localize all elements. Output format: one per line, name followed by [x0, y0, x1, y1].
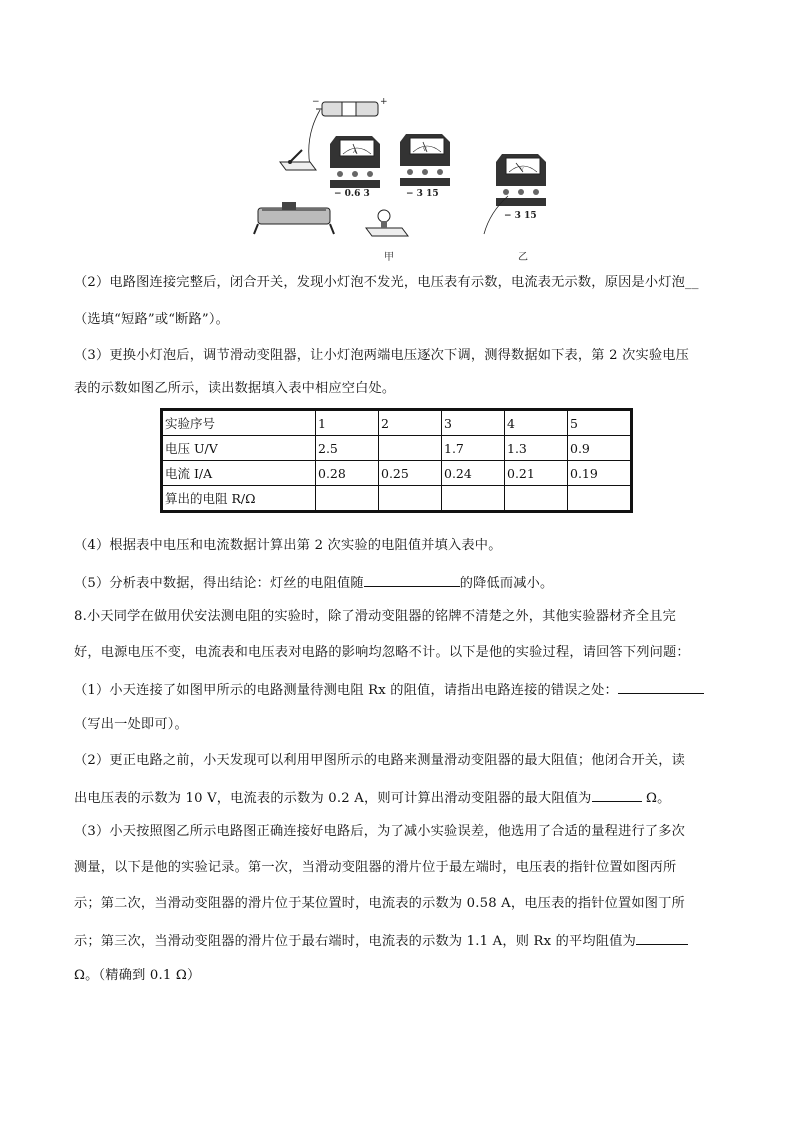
q8-part3-line2: 测量，以下是他的实验记录。第一次，当滑动变阻器的滑片位于最左端时，电压表的指针位置如图丙所	[74, 860, 677, 875]
data-table	[160, 408, 633, 513]
q8-part3-line5: Ω。（精确到 0.1 Ω）	[74, 968, 201, 983]
svg-text:V: V	[423, 147, 427, 153]
table-row: 电压 U/V 2.5 1.7 1.3 0.9	[162, 436, 632, 461]
q8-part2-line1: （2）更正电路之前，小天发现可以利用甲图所示的电路来测量滑动变阻器的最大阻值；他闭合开关，读	[74, 753, 686, 768]
figure-label-yi: 乙	[518, 252, 528, 263]
ammeter-icon	[330, 136, 380, 188]
blank-resistance-5[interactable]	[568, 486, 632, 512]
q8-intro-line1: 8.小天同学在做用伏安法测电阻的实验时，除了滑动变阻器的铭牌不清楚之外，其他实验器材齐全且完	[74, 609, 677, 624]
blank-resistance-2[interactable]	[379, 486, 442, 512]
battery-icon	[312, 97, 388, 116]
answer-blank[interactable]	[592, 788, 642, 802]
answer-blank[interactable]	[364, 573, 460, 587]
svg-text:A: A	[353, 149, 357, 155]
q8-part3-line1: （3）小天按照图乙所示电路图正确连接好电路后，为了减小实验误差，他选用了合适的量程进行了多次	[74, 824, 686, 839]
q7-part3-line1: （3）更换小灯泡后，调节滑动变阻器，让小灯泡两端电压逐次下调，测得数据如下表，第 2 次实验电压	[74, 348, 690, 363]
voltmeter-2-terminal-label: − 3 15	[504, 211, 537, 221]
light-bulb-icon	[366, 210, 408, 236]
q8-intro-line2: 好，电源电压不变，电流表和电压表对电路的影响均忽略不计。以下是他的实验过程，请回答下列问题：	[74, 645, 690, 660]
q8-part1-line2: （写出一处即可）。	[74, 717, 188, 732]
rheostat-icon	[254, 202, 334, 234]
voltmeter-terminal-label: − 3 15	[406, 189, 439, 199]
q8-part3-line4: 示；第三次，当滑动变阻器的滑片位于最右端时，电流表的示数为 1.1 A，则 Rx 的平均阻值为	[74, 931, 724, 951]
circuit-apparatus-figure	[250, 96, 550, 264]
q7-part3-line2: 表的示数如图乙所示，读出数据填入表中相应空白处。	[74, 381, 396, 396]
blank-resistance-3[interactable]	[442, 486, 505, 512]
blank-voltage-2[interactable]	[379, 436, 442, 461]
q7-part5: （5）分析表中数据，得出结论：灯丝的电阻值随 的降低而减小。	[74, 573, 724, 593]
voltmeter-2-icon	[496, 154, 546, 206]
table-row: 算出的电阻 R/Ω	[162, 486, 632, 512]
svg-text:V: V	[520, 167, 524, 173]
q7-part2-line1: （2）电路图连接完整后，闭合开关，发现小灯泡不发光，电压表有示数，电流表无示数，原因是小灯泡__	[74, 275, 699, 290]
answer-blank[interactable]	[618, 680, 704, 694]
ammeter-terminal-label: − 0.6 3	[334, 189, 370, 199]
svg-text:−: −	[312, 97, 320, 107]
answer-blank[interactable]	[636, 931, 688, 945]
svg-text:+: +	[380, 97, 388, 107]
q8-part1-line1: （1）小天连接了如图甲所示的电路测量待测电阻 Rx 的阻值，请指出电路连接的错误之处：	[74, 680, 724, 700]
table-row: 电流 I/A 0.28 0.25 0.24 0.21 0.19	[162, 461, 632, 486]
q7-part4: （4）根据表中电压和电流数据计算出第 2 次实验的电阻值并填入表中。	[74, 538, 502, 553]
figure-label-jia: 甲	[384, 252, 394, 263]
voltmeter-icon	[400, 134, 450, 186]
q8-part2-line2: 出电压表的示数为 10 V，电流表的示数为 0.2 A，则可计算出滑动变阻器的最大阻值为 Ω。	[74, 788, 724, 808]
table-row: 实验序号 1 2 3 4 5	[162, 410, 632, 436]
blank-resistance-1[interactable]	[316, 486, 379, 512]
switch-icon	[280, 150, 316, 170]
blank-resistance-4[interactable]	[505, 486, 568, 512]
q7-part2-line2: （选填“短路”或“断路”）。	[74, 312, 230, 327]
q8-part3-line3: 示；第二次，当滑动变阻器的滑片位于某位置时，电流表的示数为 0.58 A，电压表的指针位置如图丁所	[74, 896, 685, 911]
